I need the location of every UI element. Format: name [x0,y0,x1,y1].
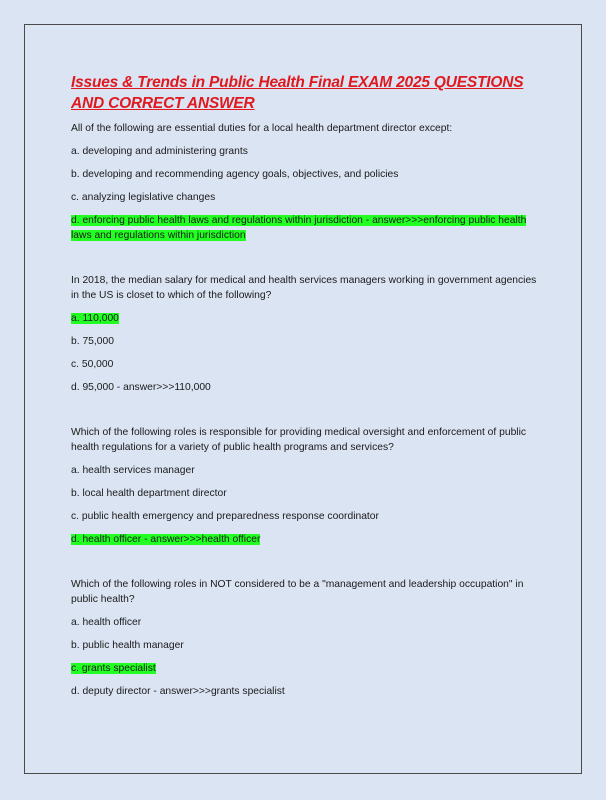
answer-option-a [71,615,539,630]
option-text: c. 50,000 [71,359,114,370]
answer-option-c [71,509,539,524]
highlighted-answer: c. grants specialist [71,663,156,674]
document-content [71,72,539,729]
question-block-1 [71,121,539,243]
answer-option-b [71,167,539,182]
answer-option-a [71,463,539,478]
question-block-4 [71,577,539,699]
answer-option-c [71,661,539,676]
answer-option-c [71,190,539,205]
question-text: Which of the following roles is responsible for providing medical oversight and enforcement of public health regulations for a variety of public health programs and services? [71,427,527,453]
question-block-3 [71,425,539,547]
option-text: b. developing and recommending agency goals, objectives, and policies [71,169,399,180]
highlighted-answer: a. 110,000 [71,313,119,324]
option-text: c. analyzing legislative changes [71,192,216,203]
answer-option-d [71,213,539,243]
answer-option-d [71,532,539,547]
answer-option-b [71,334,539,349]
option-text: d. 95,000 - answer>>>110,000 [71,382,211,393]
question-text: In 2018, the median salary for medical and health services managers working in government agencies in the US is closet to which of the following? [71,275,537,301]
option-text: c. public health emergency and preparedness response coordinator [71,511,379,522]
answer-option-d [71,684,539,699]
answer-option-d [71,380,539,395]
answer-option-b [71,638,539,653]
option-text: a. health officer [71,617,142,628]
answer-option-a [71,311,539,326]
option-text: b. local health department director [71,488,227,499]
option-text: b. 75,000 [71,336,114,347]
option-text: a. health services manager [71,465,195,476]
document-title: Issues & Trends in Public Health Final EXAM 2025 QUESTIONS AND CORRECT ANSWER [71,74,524,112]
answer-option-b [71,486,539,501]
question-block-2 [71,273,539,395]
option-text: a. developing and administering grants [71,146,248,157]
option-text: d. deputy director - answer>>>grants specialist [71,686,285,697]
answer-option-a [71,144,539,159]
answer-option-c [71,357,539,372]
highlighted-answer: d. enforcing public health laws and regulations within jurisdiction - answer>>>enforcing public health laws and regulations within jurisdiction [71,215,527,241]
question-text: Which of the following roles in NOT considered to be a "management and leadership occupation" in public health? [71,579,524,605]
option-text: b. public health manager [71,640,184,651]
highlighted-answer: d. health officer - answer>>>health officer [71,534,261,545]
question-text: All of the following are essential duties for a local health department director except: [71,123,453,134]
